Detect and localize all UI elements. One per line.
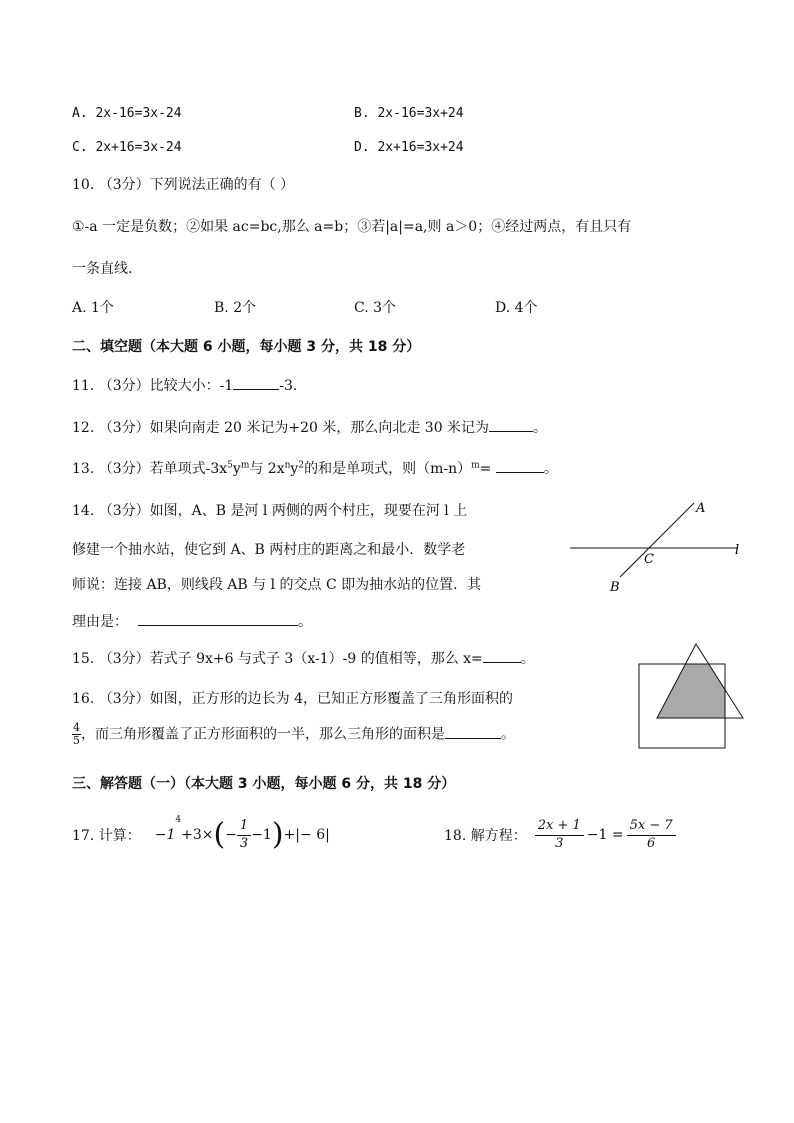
square-triangle-figure <box>636 640 748 752</box>
q17-right-paren: ) <box>271 817 284 852</box>
q10-option-a: A. 1个 <box>72 300 114 316</box>
q18-rhs-fraction <box>627 818 676 852</box>
q17-minus: − <box>225 827 237 843</box>
q11-answer-blank[interactable] <box>233 375 279 390</box>
q11 <box>72 375 297 395</box>
q12-text-end: 。 <box>533 420 548 436</box>
q18 <box>444 812 676 858</box>
q9-option-c: C. 2x+16=3x-24 <box>72 140 182 155</box>
q13-exp: m <box>471 460 480 471</box>
q13-exp: 2 <box>298 460 305 471</box>
q15-text: 15. （3分）若式子 9x+6 与式子 3（x-1）-9 的值相等，那么 x= <box>72 651 483 667</box>
q10-statements: ①-a 一定是负数；②如果 ac=bc,那么 a=b；③若|a|=a,则 a＞0；④经过两点，有且只有 <box>72 219 632 235</box>
label-l: l <box>735 543 740 558</box>
label-b: B <box>610 580 620 595</box>
q16-text-end: 。 <box>501 726 515 743</box>
q17-fraction-num: 1 <box>237 818 251 835</box>
q13 <box>72 458 558 478</box>
q10-option-d: D. 4个 <box>495 300 538 316</box>
q9-option-a: A. 2x-16=3x-24 <box>72 106 182 121</box>
q16-fraction-num: 4 <box>73 721 80 734</box>
q16-fraction <box>72 722 81 747</box>
q12 <box>72 417 547 437</box>
q15 <box>72 648 535 668</box>
q13-text: 与 2x <box>249 461 285 477</box>
q17-term: −1 <box>154 827 176 843</box>
q18-rhs-num: 5x − 7 <box>627 818 676 835</box>
overlap-shaded-region <box>657 644 743 718</box>
q9-option-d: D. 2x+16=3x+24 <box>354 140 464 155</box>
q17: 17. 计算： −1 4 +3× ( − $\frac{1}{3}$ −1 ) +|− 6| <box>72 815 330 852</box>
q13-answer-blank[interactable] <box>496 458 544 473</box>
q17-fraction <box>237 818 251 852</box>
q13-exp: 5 <box>227 460 233 471</box>
q16-line2 <box>72 722 515 747</box>
q16-answer-blank[interactable] <box>445 724 501 739</box>
q17-label: 17. 计算： <box>72 828 141 844</box>
q13-exp: n <box>284 460 291 471</box>
q17-minus-one: −1 <box>251 827 272 843</box>
section-heading-fill-in: 二、填空题（本大题 6 小题，每小题 3 分，共 18 分） <box>72 339 421 355</box>
q10-option-c: C. 3个 <box>354 300 397 316</box>
q17-fraction-den: 3 <box>239 835 249 851</box>
q14-line3: 师说：连接 AB，则线段 AB 与 l 的交点 C 即为抽水站的位置．其 <box>72 577 482 593</box>
q10-option-b: B. 2个 <box>214 300 257 316</box>
q18-lhs-fraction <box>535 818 584 852</box>
river-village-figure <box>560 495 760 600</box>
q14-reason-label: 理由是： <box>72 614 128 630</box>
q9-option-b: B. 2x-16=3x+24 <box>354 106 464 121</box>
q17-left-paren: ( <box>213 817 226 852</box>
q16-text: ，而三角形覆盖了正方形面积的一半，那么三角形的面积是 <box>81 726 445 743</box>
q11-text: 11. （3分）比较大小：-1 <box>72 378 234 394</box>
q14-line4 <box>72 611 312 631</box>
q10-statements-cont: 一条直线. <box>72 261 133 277</box>
q12-text: 12. （3分）如果向南走 20 米记为+20 米，那么向北走 30 米记为 <box>72 420 490 436</box>
q16-fraction-den: 5 <box>73 734 80 748</box>
q10-stem: 10. （3分）下列说法正确的有（ ） <box>72 177 295 193</box>
q11-text-end: -3. <box>279 378 298 394</box>
q18-label: 18. 解方程： <box>444 828 527 844</box>
q18-rhs-den: 6 <box>646 835 656 851</box>
q14-line2: 修建一个抽水站，使它到 A、B 两村庄的距离之和最小．数学老 <box>72 542 466 558</box>
q13-text: 13. （3分）若单项式-3x <box>72 461 228 477</box>
q13-text: y <box>290 461 299 477</box>
q17-abs: +|− 6| <box>283 827 330 843</box>
q18-minus-equals: −1 = <box>586 827 624 843</box>
q13-text: = <box>479 461 496 477</box>
q18-lhs-num: 2x + 1 <box>535 818 584 835</box>
q16-line1: 16. （3分）如图，正方形的边长为 4，已知正方形覆盖了三角形面积的 <box>72 691 513 707</box>
q15-answer-blank[interactable] <box>483 648 521 663</box>
label-c: C <box>644 552 654 567</box>
q14-answer-blank[interactable] <box>138 611 298 626</box>
q14-line1: 14. （3分）如图，A、B 是河 l 两侧的两个村庄，现要在河 l 上 <box>72 503 468 519</box>
q13-exp: m <box>240 460 250 471</box>
q18-lhs-den: 3 <box>555 835 564 851</box>
q15-text-end: 。 <box>520 651 535 667</box>
q12-answer-blank[interactable] <box>489 417 533 432</box>
q13-text: y <box>232 461 241 477</box>
q14-text-end: 。 <box>298 614 312 630</box>
q13-text: 的和是单项式，则（m-n） <box>304 461 472 477</box>
segment-ab <box>620 503 694 577</box>
q13-text-end: 。 <box>543 461 558 477</box>
section-heading-solve: 三、解答题（一）（本大题 3 小题，每小题 6 分，共 18 分） <box>72 776 456 792</box>
q17-plus: +3× <box>181 827 214 843</box>
label-a: A <box>696 501 706 516</box>
